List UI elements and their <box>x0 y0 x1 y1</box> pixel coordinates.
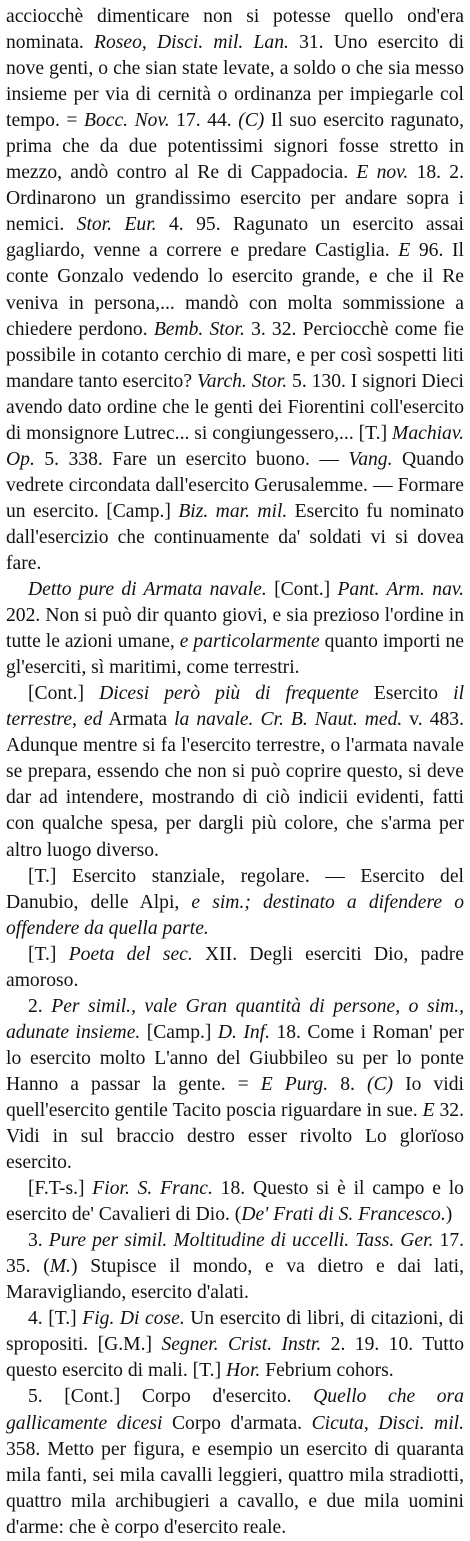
paragraph-sense-2: 2. Per simil., vale Gran quantità di persone, o sim., adunate insieme. [Camp.] D. Inf. 18. Come i Roman' per lo esercito molto L'anno del Giubbileo su per lo ponte Hanno a passar la gente. = E Purg. 8. (C) Io vidi quell'esercito gentile Tacito poscia riguardare in sue. E 32. Vidi in sul braccio destro esser rivolto Lo glorïoso esercito. <box>6 995 465 1174</box>
paragraph-esercito-terrestre: [Cont.] Dicesi però più di frequente Esercito il terrestre, ed Armata la navale. Cr. B. Naut. med. v. 483. Adunque mentre si fa l'esercito terrestre, o l'armata navale se prepara, essendo che non si può coprire questo, si deve dar ad intendere, mostrando di ciò indicii evidenti, fatti con qualche spesa, per dargli più colore, che s'arma per altro luogo diverso. <box>6 683 465 861</box>
paragraph-fior-s-franc: [F.T-s.] Fior. S. Franc. 18. Questo si è il campo e lo esercito de' Cavalieri di Dio. (De' Frati di S. Francesco.) <box>6 1178 464 1226</box>
italic-run: Machiav. Op. <box>6 422 464 470</box>
italic-run: Per simil., vale Gran quantità di persone, o sim., adunate insieme. <box>6 995 465 1043</box>
italic-run: Pant. Arm. nav. <box>337 579 465 601</box>
paragraph-armata-navale: Detto pure di Armata navale. [Cont.] Pant. Arm. nav. 202. Non si può dir quanto giovi, e sia prezioso l'ordine in tutte le azioni umane, e particolarmente quanto importi ne gl'eserciti, sì maritimi, come terrestri. <box>6 579 465 679</box>
italic-run: Quello che ora gallicamente dicesi <box>6 1386 464 1434</box>
italic-run: e sim.; destinato a difendere o offendere da quella parte. <box>6 891 464 939</box>
paragraph-esercito-main: acciocchè dimenticare non si potesse quello ond'era nominata. Roseo, Disci. mil. Lan. 31. Uno esercito di nove genti, o che sian state levate, a soldo o che sia messo insieme per via di cernità o ordinanza per impiegarle col tempo. = Bocc. Nov. 17. 44. (C) Il suo esercito ragunato, prima che da due potentissimi signori fosse stretto in mezzo, andò contro al Re di Cappadocia. E nov. 18. 2. Ordinarono un grandissimo esercito per andare sopra i nemici. Stor. Eur. 4. 95. Ragunato un esercito assai gagliardo, venne a correre e predare Castiglia. E 96. Il conte Gonzalo vedendo lo esercito grande, e che il Re veniva in persona,... mandò con molta sommissione a chiedere perdono. Bemb. Stor. 3. 32. Perciocchè come fie possibile in cotanto cerchio di mare, e per così sospetti liti mandare tanto esercito? Varch. Stor. 5. 130. I signori Dieci avendo dato ordine che le genti dei Fiorentini coll'esercito di monsignore Lutrec... si congiungessero,... [T.] Machiav. Op. 5. 338. Fare un esercito buono. — Vang. Quando vedrete circondata dall'esercito Gerusalemme. — Formare un esercito. [Camp.] Biz. mar. mil. Esercito fu nominato dall'esercizio che continuamente da' soldati vi si dovea fare. <box>6 6 465 574</box>
italic-run: Stor. Eur. <box>76 214 157 236</box>
paragraph-esercito-stanziale: [T.] Esercito stanziale, regolare. — Esercito del Danubio, delle Alpi, e sim.; destinato a difendere o offendere da quella parte. <box>6 865 464 939</box>
italic-run: Pure per simil. Moltitudine di uccelli. Tass. Ger. <box>48 1230 434 1252</box>
italic-run: Cicuta, Disci. mil. <box>311 1412 464 1434</box>
italic-run: Biz. mar. mil. <box>178 500 288 522</box>
italic-run: Bemb. Stor. <box>153 318 245 340</box>
italic-run: (C) <box>366 1073 394 1095</box>
italic-run: e particolarmente <box>179 631 320 653</box>
italic-run: E <box>398 240 411 262</box>
italic-run: Poeta del sec. <box>68 943 193 965</box>
paragraph-poeta-sec-xii: [T.] Poeta del sec. XII. Degli eserciti Dio, padre amoroso. <box>6 943 464 991</box>
paragraph-sense-5: 5. [Cont.] Corpo d'esercito. Quello che ora gallicamente dicesi Corpo d'armata. Cicuta, Disci. mil. 358. Metto per figura, e esempio un esercito di quaranta mila fanti, sei mila cavalli leggieri, quattro mila stradiotti, quattro mila archibugieri a cavallo, e due mila uomini d'arme: che è corpo d'esercito reale. <box>6 1386 464 1538</box>
italic-run: Segner. Crist. Instr. <box>161 1334 322 1356</box>
italic-run: Fig. Di cose. <box>82 1308 185 1330</box>
italic-run: De' Frati di S. Francesco. <box>241 1204 446 1226</box>
italic-run: la navale. Cr. B. Naut. med. <box>174 709 403 731</box>
italic-run: Varch. Stor. <box>196 370 288 392</box>
italic-run: Roseo, Disci. mil. Lan. <box>94 32 289 54</box>
italic-run: Bocc. Nov. <box>84 110 170 132</box>
italic-run: Hor. <box>226 1360 261 1382</box>
italic-run: Detto pure di Armata navale. <box>28 579 267 601</box>
italic-run: D. Inf. <box>217 1021 271 1043</box>
italic-run: E <box>422 1099 435 1121</box>
italic-run: Fior. S. Franc. <box>92 1178 213 1200</box>
italic-run: M. <box>49 1256 71 1278</box>
italic-run: Dicesi però più di frequente <box>99 683 359 705</box>
italic-run: E Purg. <box>260 1073 329 1095</box>
italic-run: E nov. <box>356 162 409 184</box>
paragraph-sense-3: 3. Pure per simil. Moltitudine di uccelli. Tass. Ger. 17. 35. (M.) Stupisce il mondo, e va dietro e dai lati, Maravigliando, esercito d'alati. <box>6 1230 465 1304</box>
italic-run: il terrestre, ed <box>6 683 465 731</box>
paragraph-sense-4: 4. [T.] Fig. Di cose. Un esercito di libri, di citazioni, di spropositi. [G.M.] Segner. Crist. Instr. 2. 19. 10. Tutto questo esercito di mali. [T.] Hor. Febrium cohors. <box>6 1308 464 1382</box>
italic-run: Vang. <box>348 448 393 470</box>
italic-run: (C) <box>238 110 265 132</box>
